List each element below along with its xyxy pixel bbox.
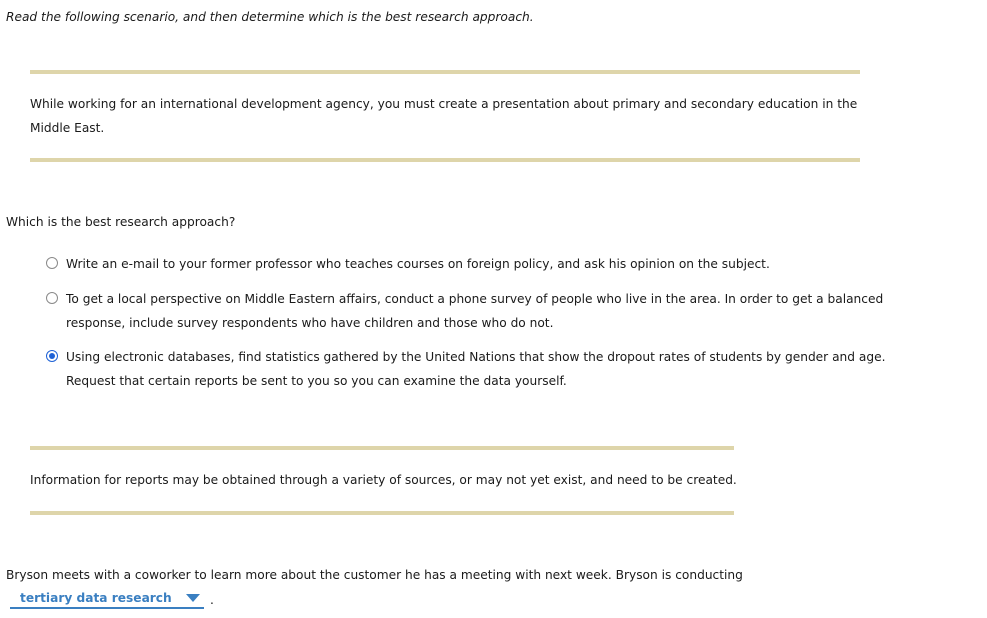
option-2-radio[interactable] [46, 292, 58, 304]
scenario-bottom-rule [30, 158, 860, 162]
sentence-period: . [210, 593, 214, 607]
dropdown-selected-value: tertiary data research [20, 591, 172, 605]
scenario-text: While working for an international development agency, you must create a presentation about primary and secondary education in the Middle East. [30, 97, 858, 135]
info-text: Information for reports may be obtained through a variety of sources, or may not yet exist, and need to be created. [30, 473, 737, 487]
instruction-text: Read the following scenario, and then determine which is the best research approach. [6, 10, 534, 24]
info-top-rule [30, 446, 734, 450]
option-1[interactable] [46, 252, 896, 276]
option-3[interactable] [46, 345, 896, 393]
question-text: Which is the best research approach? [6, 215, 236, 229]
option-1-radio[interactable] [46, 257, 58, 269]
bryson-sentence: Bryson meets with a coworker to learn more about the customer he has a meeting with next week. Bryson is conducting [6, 568, 743, 582]
option-1-label: Write an e-mail to your former professor who teaches courses on foreign policy, and ask his opinion on the subject. [66, 257, 770, 271]
info-bottom-rule [30, 511, 734, 515]
option-2-label: To get a local perspective on Middle Eastern affairs, conduct a phone survey of people who live in the area. In order to get a balanced response, include survey respondents who have children and those who do not. [66, 292, 884, 330]
chevron-down-icon[interactable] [186, 594, 200, 602]
option-3-label: Using electronic databases, find statistics gathered by the United Nations that show the dropout rates of students by gender and age. Request that certain reports be sent to you so you can examine the data yourself. [66, 350, 886, 388]
option-3-radio-selected[interactable] [46, 350, 58, 362]
research-type-dropdown[interactable] [10, 589, 204, 609]
option-2[interactable] [46, 287, 896, 335]
scenario-top-rule [30, 70, 860, 74]
